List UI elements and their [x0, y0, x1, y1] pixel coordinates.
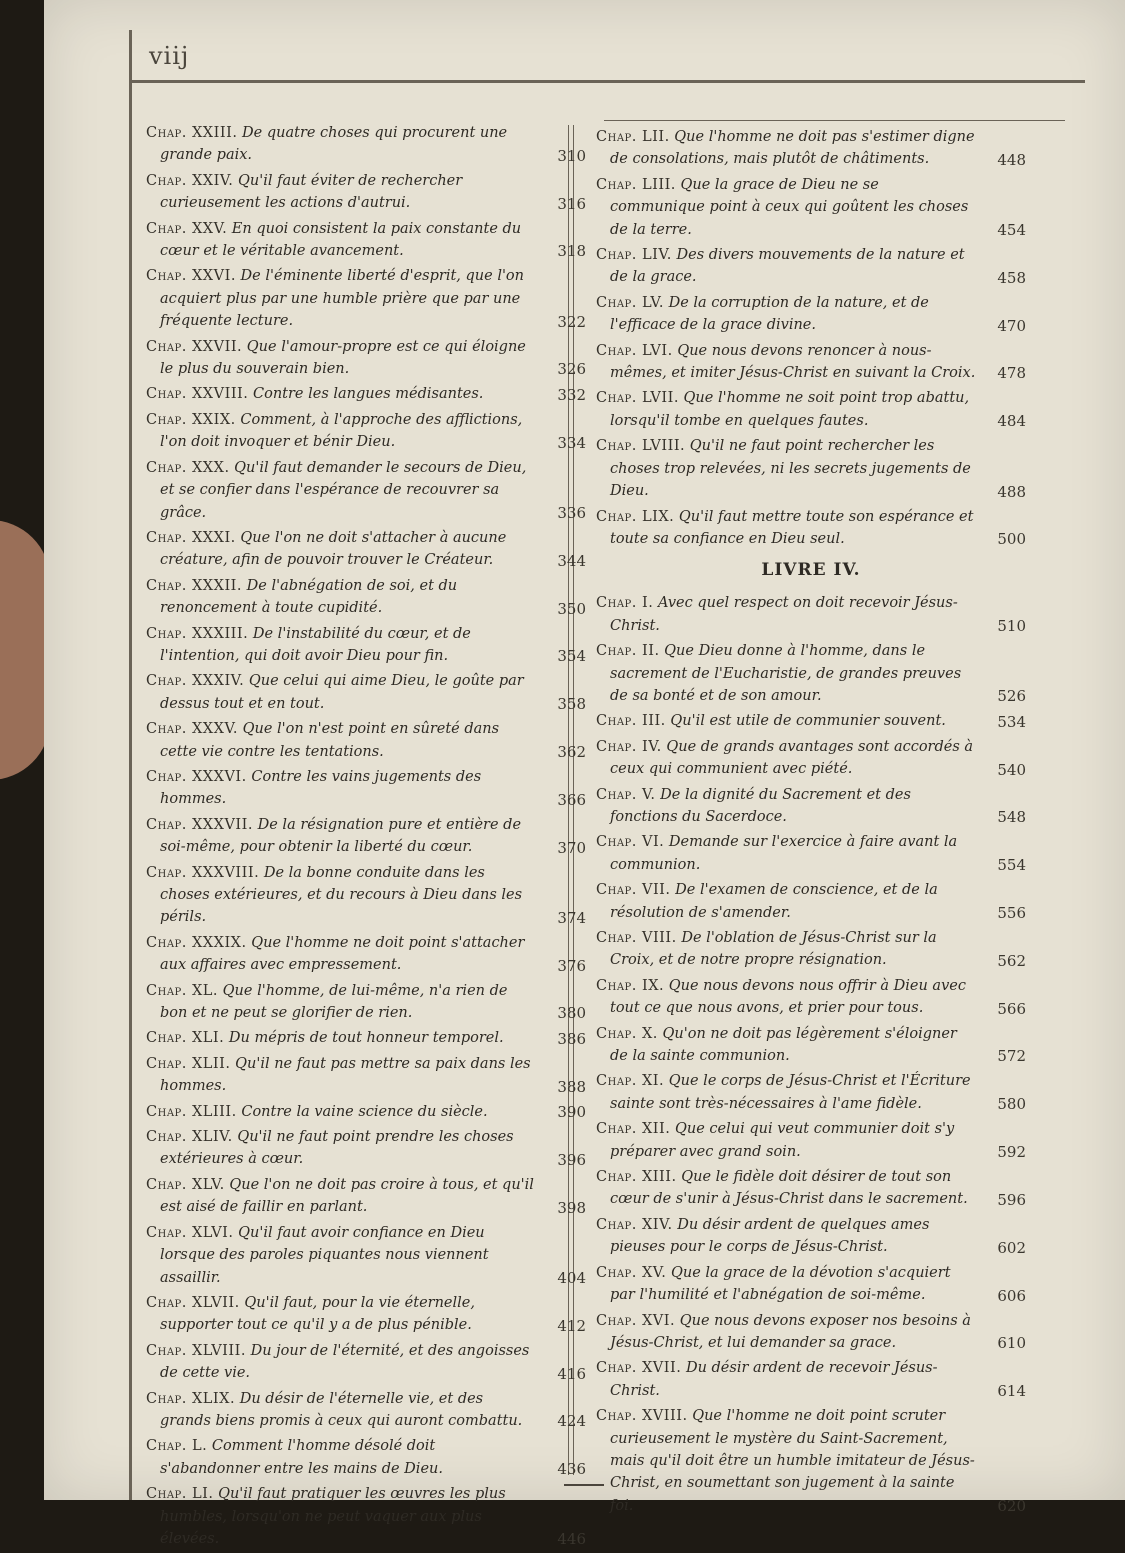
- chapter-label: Chap. X.: [596, 1025, 658, 1042]
- chapter-label: Chap. VI.: [596, 834, 665, 851]
- chapter-label: Chap. XLVI.: [146, 1224, 234, 1241]
- chapter-title: Que l'homme ne doit pas s'estimer digne de consolations, mais plutôt de châtiments.: [610, 129, 975, 168]
- page-ref: 354: [557, 647, 586, 666]
- page-ref: 396: [557, 1150, 586, 1169]
- chapter-label: Chap. XXX.: [146, 459, 230, 476]
- toc-entry-text: [596, 1310, 976, 1355]
- chapter-label: Chap. LIII.: [596, 176, 676, 193]
- toc-entry: [146, 265, 586, 332]
- toc-entry: [596, 736, 1026, 781]
- chapter-title: Que nous devons renoncer à nous-mêmes, et imiter Jésus-Christ en suivant la Croix.: [610, 342, 976, 382]
- chapter-label: Chap. XI.: [596, 1073, 665, 1090]
- toc-entry: [146, 1435, 586, 1480]
- toc-entry-text: [146, 575, 536, 620]
- toc-entry-text: [596, 879, 976, 924]
- chapter-title: De l'instabilité du cœur, et de l'intention, qui doit avoir Dieu pour fin.: [160, 625, 471, 664]
- toc-entry: [146, 457, 586, 524]
- chapter-label: Chap. VII.: [596, 882, 671, 899]
- page-ref: 448: [997, 150, 1026, 169]
- chapter-title: De l'examen de conscience, et de la résolution de s'amender.: [610, 882, 938, 921]
- chapter-title: Du mépris de tout honneur temporel.: [228, 1030, 504, 1047]
- chapter-label: Chap. XIV.: [596, 1216, 673, 1233]
- chapter-label: Chap. LVIII.: [596, 438, 686, 455]
- toc-entry: [596, 1166, 1026, 1211]
- page-ref: 580: [997, 1095, 1026, 1114]
- page-ref: 376: [557, 956, 586, 975]
- toc-entry-text: [146, 1222, 536, 1289]
- chapter-title: Que l'amour-propre est ce qui éloigne le plus du souverain bien.: [160, 338, 526, 378]
- chapter-label: Chap. XVII.: [596, 1360, 682, 1377]
- toc-entry-text: [596, 927, 976, 972]
- chapter-title: Du jour de l'éternité, et des angoisses de cette vie.: [160, 1342, 530, 1382]
- toc-entry: [596, 126, 1026, 171]
- chapter-label: Chap. XXXII.: [146, 577, 243, 594]
- chapter-label: Chap. XXXVII.: [146, 816, 253, 833]
- page-ref: 316: [557, 194, 586, 213]
- chapter-title: Que l'homme ne soit point trop abattu, lorsqu'il tombe en quelques fautes.: [610, 390, 970, 429]
- chapter-label: Chap. XVIII.: [596, 1408, 688, 1425]
- page-ref: 554: [997, 856, 1026, 875]
- chapter-label: Chap. XV.: [596, 1264, 667, 1281]
- chapter-title: Qu'il ne faut point prendre les choses extérieures à cœur.: [160, 1129, 514, 1168]
- chapter-title: Qu'il faut, pour la vie éternelle, supporter tout ce qu'il y a de plus pénible.: [160, 1294, 475, 1334]
- chapter-title: Qu'il faut demander le secours de Dieu, et se confier dans l'espérance de recouvrer sa grâce.: [160, 459, 527, 521]
- toc-entry: [596, 592, 1026, 637]
- toc-entry-text: [596, 975, 976, 1020]
- toc-entry-text: [146, 527, 536, 572]
- page-ref: 446: [557, 1530, 586, 1549]
- bottom-mark: [564, 1484, 604, 1486]
- toc-left-column: [146, 122, 586, 1553]
- toc-entry-text: [596, 1405, 976, 1517]
- page-ref: 380: [557, 1004, 586, 1023]
- header-rule: [129, 80, 1085, 83]
- page-ref: 390: [557, 1103, 586, 1122]
- chapter-label: Chap. XXXI.: [146, 529, 236, 546]
- toc-entry-text: [146, 932, 536, 977]
- toc-entry: [596, 1023, 1026, 1068]
- chapter-title: Que l'homme ne doit point s'attacher aux affaires avec empressement.: [160, 934, 525, 974]
- toc-entry-text: [146, 670, 536, 715]
- chapter-label: Chap. XXXVIII.: [146, 864, 260, 881]
- page-ref: 500: [997, 530, 1026, 549]
- page-ref: 358: [557, 695, 586, 714]
- chapter-title: Contre les langues médisantes.: [253, 386, 484, 403]
- toc-entry-text: [596, 244, 976, 289]
- chapter-title: Que l'homme ne doit point scruter curieusement le mystère du Saint-Sacrement, mais qu'il doit être un humble imitateur de Jésus-Christ, en soumettant son jugement à la sainte foi.: [610, 1408, 975, 1514]
- toc-entry-text: [596, 1023, 976, 1068]
- page-ref: 620: [997, 1497, 1026, 1516]
- toc-entry: [146, 170, 586, 215]
- chapter-title: Qu'il faut mettre toute son espérance et toute sa confiance en Dieu seul.: [610, 508, 974, 547]
- toc-entry: [596, 784, 1026, 829]
- chapter-title: Que l'homme, de lui-même, n'a rien de bon et ne peut se glorifier de rien.: [160, 982, 508, 1022]
- chapter-label: Chap. XLV.: [146, 1176, 225, 1193]
- page-ref: 388: [557, 1077, 586, 1096]
- chapter-title: Que l'on ne doit pas croire à tous, et qu'il est aisé de faillir en parlant.: [160, 1176, 534, 1216]
- page-ref: 484: [997, 412, 1026, 431]
- toc-entry: [146, 932, 586, 977]
- chapter-title: En quoi consistent la paix constante du cœur et le véritable avancement.: [160, 220, 522, 260]
- chapter-label: Chap. VIII.: [596, 930, 677, 946]
- chapter-label: Chap. III.: [596, 713, 666, 730]
- page-ref: 416: [557, 1364, 586, 1383]
- chapter-title: Contre la vaine science du siècle.: [241, 1103, 488, 1120]
- toc-entry-text: [596, 387, 976, 432]
- toc-entry: [596, 640, 1026, 707]
- chapter-label: Chap. XXIV.: [146, 172, 234, 189]
- toc-entry: [596, 927, 1026, 972]
- toc-entry-text: [146, 1126, 536, 1171]
- chapter-label: Chap. XXXIX.: [146, 934, 247, 951]
- toc-entry-text: [596, 506, 976, 551]
- chapter-title: Qu'il faut pratiquer les œuvres les plus humbles, lorsqu'on ne peut vaquer aux plus élevées.: [160, 1486, 506, 1547]
- chapter-title: De l'abnégation de soi, et du renoncement à toute cupidité.: [160, 577, 458, 617]
- chapter-title: De la résignation pure et entière de soi-même, pour obtenir la liberté du cœur.: [160, 816, 522, 856]
- toc-entry-text: [146, 1053, 536, 1098]
- chapter-title: Que la grace de la dévotion s'acquiert par l'humilité et l'abnégation de soi-même.: [610, 1264, 951, 1304]
- toc-entry-text: [146, 1388, 536, 1433]
- page-ref: 318: [557, 242, 586, 261]
- toc-entry: [146, 1053, 586, 1098]
- chapter-title: Qu'il faut avoir confiance en Dieu lorsque des paroles piquantes nous viennent assaillir.: [160, 1224, 489, 1286]
- chapter-label: Chap. LI.: [146, 1486, 214, 1503]
- chapter-label: Chap. IV.: [596, 738, 662, 755]
- toc-entry-text: [146, 218, 536, 263]
- toc-entry-text: [596, 1118, 976, 1163]
- toc-entry-text: [596, 640, 976, 707]
- page-ref: 350: [557, 599, 586, 618]
- chapter-title: Avec quel respect on doit recevoir Jésus-Christ.: [610, 595, 958, 634]
- chapter-title: Que le fidèle doit désirer de tout son cœur de s'unir à Jésus-Christ dans le sacrement.: [610, 1169, 968, 1208]
- toc-entry-text: [146, 1340, 536, 1385]
- chapter-label: Chap. XLIX.: [146, 1390, 236, 1407]
- toc-entry: [596, 831, 1026, 876]
- chapter-label: Chap. XVI.: [596, 1312, 676, 1329]
- toc-entry: [596, 1262, 1026, 1307]
- toc-entry: [596, 1310, 1026, 1355]
- toc-entry-text: [146, 409, 536, 454]
- toc-entry: [146, 336, 586, 381]
- chapter-title: Qu'il faut éviter de rechercher curieusement les actions d'autrui.: [160, 172, 463, 212]
- chapter-label: Chap. XII.: [596, 1121, 671, 1138]
- chapter-label: Chap. XXXVI.: [146, 768, 247, 785]
- toc-entry-text: [146, 383, 536, 405]
- toc-entry: [596, 506, 1026, 551]
- page-ref: 614: [997, 1382, 1026, 1401]
- page-ref: 602: [997, 1238, 1026, 1257]
- chapter-title: De l'éminente liberté d'esprit, que l'on acquiert plus par une humble prière que par une fréquente lecture.: [160, 268, 525, 330]
- toc-entry: [146, 575, 586, 620]
- chapter-label: Chap. LII.: [596, 129, 670, 145]
- chapter-title: Du désir de l'éternelle vie, et des grands biens promis à ceux qui auront combattu.: [160, 1390, 523, 1429]
- toc-entry: [146, 383, 586, 405]
- chapter-label: Chap. XXVI.: [146, 268, 236, 285]
- toc-entry: [596, 975, 1026, 1020]
- chapter-title: Des divers mouvements de la nature et de la grace.: [610, 247, 965, 286]
- chapter-label: Chap. XLIII.: [146, 1103, 237, 1120]
- toc-entry: [596, 710, 1026, 732]
- page-ref: 458: [997, 268, 1026, 287]
- toc-entry-text: [596, 292, 976, 337]
- toc-entry-text: [596, 1214, 976, 1259]
- toc-entry-text: [146, 170, 536, 215]
- page-ref: 592: [997, 1143, 1026, 1162]
- toc-entry-text: [596, 1070, 976, 1115]
- toc-entry: [146, 1340, 586, 1385]
- toc-entry: [146, 218, 586, 263]
- chapter-label: Chap. XLII.: [146, 1055, 231, 1072]
- toc-entry: [596, 1214, 1026, 1259]
- page-ref: 334: [557, 433, 586, 452]
- page-ref: 362: [557, 742, 586, 761]
- toc-entry: [596, 435, 1026, 502]
- chapter-title: Que le corps de Jésus-Christ et l'Écriture sainte sont très-nécessaires à l'ame fidèle.: [610, 1073, 971, 1112]
- toc-entry: [596, 292, 1026, 337]
- toc-entry-text: [596, 435, 976, 502]
- chapter-label: Chap. XXXIV.: [146, 673, 245, 690]
- page-ref: 596: [997, 1190, 1026, 1209]
- toc-entry: [596, 387, 1026, 432]
- toc-entry: [146, 862, 586, 929]
- chapter-title: De la corruption de la nature, et de l'efficace de la grace divine.: [610, 294, 929, 334]
- chapter-label: Chap. XLIV.: [146, 1129, 233, 1146]
- chapter-label: Chap. II.: [596, 643, 660, 660]
- page-ref: 556: [997, 904, 1026, 922]
- toc-entry: [146, 814, 586, 859]
- chapter-label: Chap. XXIII.: [146, 125, 238, 141]
- chapter-label: Chap. IX.: [596, 977, 665, 994]
- toc-entry-text: [146, 1435, 536, 1480]
- toc-entry: [146, 1126, 586, 1171]
- chapter-title: Du désir ardent de recevoir Jésus-Christ.: [610, 1360, 938, 1399]
- toc-entry-text: [146, 862, 536, 929]
- toc-entry: [146, 718, 586, 763]
- chapter-title: Que la grace de Dieu ne se communique point à ceux qui goûtent les choses de la terre.: [610, 176, 969, 238]
- toc-entry-text: [596, 1262, 976, 1307]
- toc-entry: [146, 1174, 586, 1219]
- toc-entry-text: [146, 122, 536, 167]
- chapter-label: Chap. LVI.: [596, 342, 673, 359]
- page-number: viij: [149, 42, 190, 70]
- page-ref: 404: [557, 1268, 586, 1287]
- toc-entry-text: [146, 1174, 536, 1219]
- page-ref: 322: [557, 312, 586, 331]
- chapter-title: Que Dieu donne à l'homme, dans le sacrement de l'Eucharistie, de grandes preuves de sa bonté et de son amour.: [610, 643, 962, 704]
- page-ref: 332: [557, 385, 586, 404]
- page-ref: 526: [997, 687, 1026, 706]
- chapter-label: Chap. LVII.: [596, 390, 679, 407]
- chapter-label: Chap. XXXIII.: [146, 625, 249, 642]
- toc-entry: [596, 340, 1026, 385]
- page-ref: 412: [557, 1316, 586, 1335]
- toc-entry: [146, 527, 586, 572]
- chapter-title: Que l'on ne doit s'attacher à aucune créature, afin de pouvoir trouver le Créateur.: [160, 529, 507, 569]
- page-ref: 424: [557, 1412, 586, 1431]
- page-ref: 370: [557, 838, 586, 857]
- toc-entry-text: [596, 1166, 976, 1211]
- page-ref: 454: [997, 221, 1026, 240]
- chapter-title: Que de grands avantages sont accordés à ceux qui communient avec piété.: [610, 738, 974, 778]
- chapter-title: Du désir ardent de quelques ames pieuses pour le corps de Jésus-Christ.: [610, 1216, 930, 1256]
- chapter-label: Chap. V.: [596, 786, 656, 803]
- toc-entry-text: [596, 592, 976, 637]
- page-ref: 534: [997, 712, 1026, 731]
- chapter-title: Que celui qui aime Dieu, le goûte par dessus tout et en tout.: [160, 673, 524, 712]
- toc-entry: [146, 1222, 586, 1289]
- toc-entry: [146, 122, 586, 167]
- chapter-label: Chap. XXIX.: [146, 411, 236, 428]
- toc-entry: [596, 1405, 1026, 1517]
- chapter-label: Chap. LIX.: [596, 508, 675, 525]
- toc-entry-text: [596, 831, 976, 876]
- page-ref: 436: [557, 1460, 586, 1479]
- toc-entry: [146, 623, 586, 668]
- page-ref: 548: [997, 808, 1026, 827]
- chapter-title: Comment l'homme désolé doit s'abandonner entre les mains de Dieu.: [160, 1438, 443, 1477]
- page-ref: 478: [997, 364, 1026, 383]
- toc-entry: [146, 1027, 586, 1049]
- chapter-title: Qu'on ne doit pas légèrement s'éloigner de la sainte communion.: [610, 1025, 957, 1065]
- chapter-title: Qu'il ne faut pas mettre sa paix dans les hommes.: [160, 1055, 531, 1095]
- toc-right-column: [596, 126, 1026, 1520]
- page-ref: 510: [997, 617, 1026, 636]
- chapter-title: De quatre choses qui procurent une grande paix.: [160, 125, 508, 164]
- chapter-label: Chap. LIV.: [596, 247, 672, 264]
- page-ref: 310: [557, 146, 586, 165]
- toc-entry: [596, 1070, 1026, 1115]
- page-ref: 572: [997, 1047, 1026, 1066]
- toc-entry: [146, 1101, 586, 1123]
- toc-entry-text: [146, 623, 536, 668]
- chapter-label: Chap. XLVIII.: [146, 1342, 246, 1359]
- chapter-title: Que celui qui veut communier doit s'y préparer avec grand soin.: [610, 1121, 955, 1160]
- page-ref: 610: [997, 1334, 1026, 1353]
- chapter-label: Chap. XLI.: [146, 1030, 225, 1047]
- toc-entry: [596, 1357, 1026, 1402]
- toc-entry: [146, 409, 586, 454]
- toc-entry-text: [146, 457, 536, 524]
- chapter-label: Chap. XLVII.: [146, 1294, 240, 1311]
- toc-entry-text: [146, 1292, 536, 1337]
- chapter-label: Chap. XIII.: [596, 1169, 677, 1186]
- toc-entry-text: [596, 1357, 976, 1402]
- chapter-title: De la dignité du Sacrement et des fonctions du Sacerdoce.: [610, 786, 911, 825]
- page-ref: 386: [557, 1029, 586, 1048]
- chapter-title: Demande sur l'exercice à faire avant la communion.: [610, 834, 958, 873]
- toc-entry: [146, 766, 586, 811]
- page-ref: 336: [557, 503, 586, 522]
- toc-entry-text: [146, 980, 536, 1025]
- frame-left-rule: [129, 30, 132, 1500]
- page-ref: 344: [557, 551, 586, 570]
- thumb: [0, 520, 50, 780]
- chapter-title: Comment, à l'approche des afflictions, l'on doit invoquer et bénir Dieu.: [160, 411, 523, 451]
- toc-entry-text: [596, 736, 976, 781]
- toc-entry-text: [146, 1101, 536, 1123]
- toc-entry-text: [146, 336, 536, 381]
- toc-entry-text: [146, 814, 536, 859]
- chapter-label: Chap. XXV.: [146, 220, 228, 237]
- toc-entry: [596, 174, 1026, 241]
- toc-entry-text: [146, 766, 536, 811]
- chapter-title: De la bonne conduite dans les choses extérieures, et du recours à Dieu dans les périls.: [160, 864, 523, 926]
- chapter-label: Chap. XL.: [146, 982, 219, 999]
- page-ref: 326: [557, 360, 586, 379]
- book-page: [44, 0, 1125, 1549]
- toc-entry: [146, 1388, 586, 1433]
- toc-entry-text: [596, 784, 976, 829]
- toc-entry-text: [146, 1483, 536, 1550]
- livre-heading: LIVRE IV.: [761, 560, 861, 581]
- toc-entry: [146, 1292, 586, 1337]
- chapter-title: Qu'il est utile de communier souvent.: [670, 713, 946, 730]
- page-ref: 374: [557, 908, 586, 927]
- chapter-label: Chap. XXVIII.: [146, 386, 249, 403]
- chapter-label: Chap. XXXV.: [146, 721, 238, 738]
- toc-entry-text: [596, 710, 976, 732]
- chapter-title: Qu'il ne faut point rechercher les choses trop relevées, ni les secrets jugements de Dieu.: [610, 438, 971, 500]
- chapter-label: Chap. LV.: [596, 294, 664, 311]
- toc-entry-text: [146, 265, 536, 332]
- chapter-title: Que l'on n'est point en sûreté dans cette vie contre les tentations.: [160, 721, 500, 760]
- header-rule-secondary: [604, 120, 1065, 121]
- chapter-title: De l'oblation de Jésus-Christ sur la Croix, et de notre propre résignation.: [610, 930, 937, 969]
- toc-entry-text: [596, 126, 976, 171]
- chapter-title: Que nous devons nous offrir à Dieu avec tout ce que nous avons, et prier pour tous.: [610, 977, 966, 1017]
- toc-entry-text: [596, 174, 976, 241]
- chapter-title: Contre les vains jugements des hommes.: [160, 768, 482, 808]
- chapter-label: Chap. I.: [596, 595, 654, 612]
- page-ref: 366: [557, 790, 586, 809]
- toc-entry-text: [146, 718, 536, 763]
- page-ref: 606: [997, 1286, 1026, 1305]
- toc-entry: [596, 879, 1026, 924]
- toc-entry-text: [596, 340, 976, 385]
- page-ref: 398: [557, 1198, 586, 1217]
- chapter-label: Chap. XXVII.: [146, 338, 243, 355]
- toc-entry: [596, 1118, 1026, 1163]
- chapter-title: Que nous devons exposer nos besoins à Jésus-Christ, et lui demander sa grace.: [610, 1312, 971, 1351]
- page-ref: 562: [997, 951, 1026, 970]
- page-ref: 470: [997, 316, 1026, 335]
- toc-entry: [146, 670, 586, 715]
- chapter-label: Chap. L.: [146, 1438, 208, 1455]
- page-ref: 540: [997, 760, 1026, 779]
- toc-entry-text: [146, 1027, 536, 1049]
- toc-entry: [146, 1483, 586, 1550]
- page-ref: 566: [997, 999, 1026, 1018]
- toc-entry: [146, 980, 586, 1025]
- page-ref: 488: [997, 482, 1026, 501]
- toc-entry: [596, 244, 1026, 289]
